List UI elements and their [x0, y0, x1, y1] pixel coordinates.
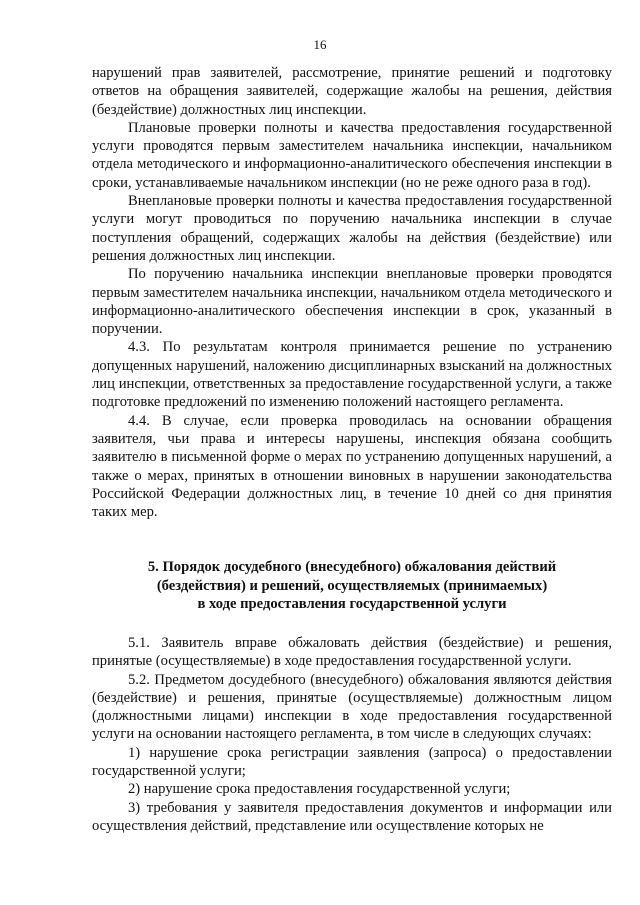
paragraph: Внеплановые проверки полноты и качества предоставления государственной услуги могут проводиться по поручению начальника инспекции в случае поступления обращений, содержащих жалобы на действия (бездействие) или решения должностных лиц инспекции. — [92, 193, 612, 264]
section-heading-line: (бездействия) и решений, осуществляемых (принимаемых) — [156, 577, 548, 594]
page-number: 16 — [313, 37, 327, 52]
paragraph: 5.1. Заявитель вправе обжаловать действия (бездействие) и решения, принятые (осуществляемые) в ходе предоставления государственной услуги. — [92, 634, 612, 670]
paragraph: По поручению начальника инспекции внеплановые проверки проводятся первым заместителем начальника инспекции, начальником отдела методического и информационно-аналитического обеспечения инспекции в срок, указанный в поручении. — [92, 266, 612, 338]
paragraph: нарушений прав заявителей, рассмотрение, принятие решений и подготовку ответов на обращения заявителей, содержащие жалобы на решения, действия (бездействие) должностных лиц инспекции. — [92, 65, 612, 118]
list-item: 2) нарушение срока предоставления государственной услуги; — [128, 781, 511, 798]
section-heading — [92, 558, 612, 614]
paragraph: 4.3. По результатам контроля принимается решение по устранению допущенных нарушений, наложению дисциплинарных взысканий на должностных лиц инспекции, ответственных за предоставление государственной услуги, а также подготовке предложений по изменению положений настоящего регламента. — [92, 339, 612, 411]
list-item: 3) требования у заявителя предоставления документов и информации или осуществления действий, представление или осуществление которых не — [92, 799, 612, 834]
section-heading-line: в ходе предоставления государственной услуги — [197, 596, 507, 613]
paragraph: Плановые проверки полноты и качества предоставления государственной услуги проводятся первым заместителем начальника инспекции, начальником отдела методического и информационно-аналитического обеспечения инспекции в сроки, устанавливаемые начальником инспекции (но не реже одного раза в год). — [92, 119, 612, 191]
paragraph: 4.4. В случае, если проверка проводилась на основании обращения заявителя, чьи права и интересы нарушены, инспекция обязана сообщить заявителю в письменной форме о мерах по устранению допущенных нарушений, а также о мерах, принятых в отношении виновных в нарушении законодательства Российской Федерации должностных лиц, в течение 10 дней со дня принятия таких мер. — [92, 412, 612, 521]
section-heading-line: 5. Порядок досудебного (внесудебного) обжалования действий — [147, 559, 557, 576]
document-body — [92, 64, 612, 835]
paragraph: 5.2. Предметом досудебного (внесудебного) обжалования являются действия (бездействие) и решения, принятые (осуществляемые) должностным лицом (должностными лицами) инспекции в ходе предоставления государственной услуги на основании настоящего регламента, в том числе в следующих случаях: — [92, 671, 612, 743]
list-item: 1) нарушение срока регистрации заявления (запроса) о предоставлении государственной услуги; — [92, 744, 612, 779]
